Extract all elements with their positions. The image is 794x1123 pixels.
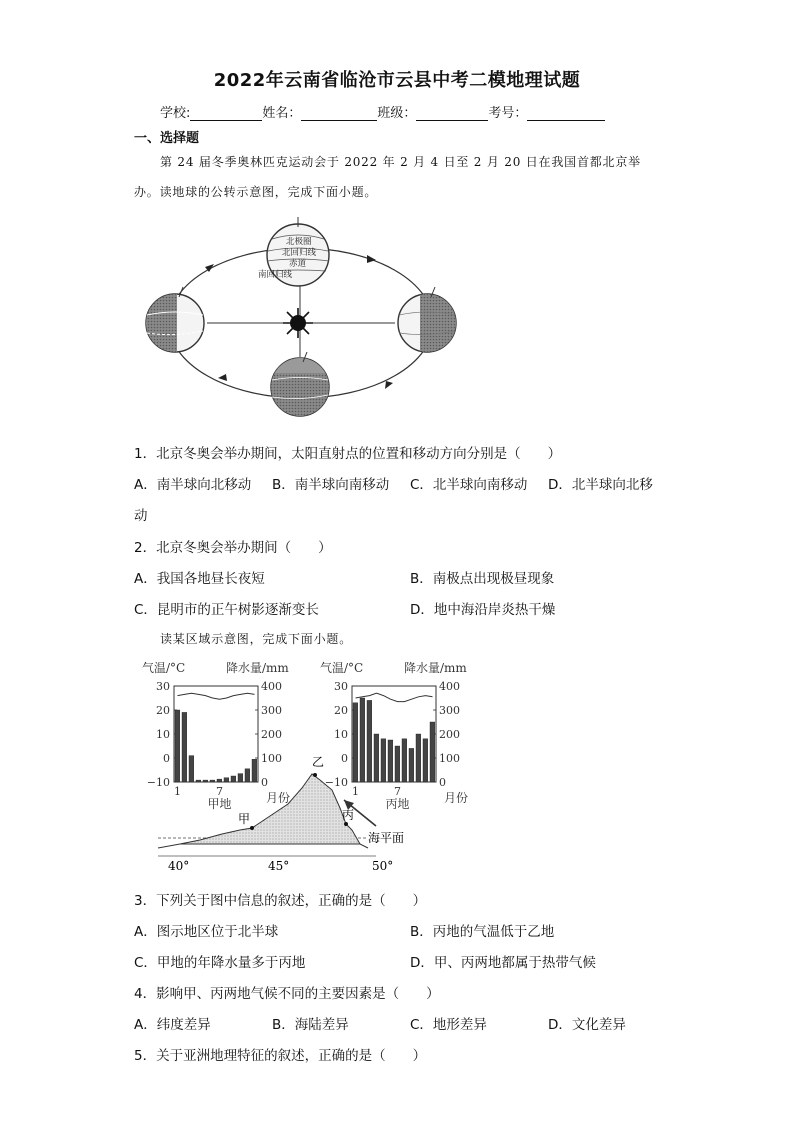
point-bing (344, 822, 348, 826)
temp-tick-label: 20 (156, 704, 170, 717)
equator-label: 赤道 (289, 259, 307, 269)
precip-tick-label: 300 (261, 704, 282, 717)
number-label: 考号： (488, 106, 528, 121)
q3-option-c[interactable]: C．甲地的年降水量多于丙地 (134, 955, 306, 971)
orbit-arrow-icon (218, 374, 227, 381)
label-yi: 乙 (312, 755, 325, 769)
earth-orbit-diagram (135, 215, 475, 420)
climate-chart-bing (320, 660, 468, 811)
q4-option-b[interactable]: B．海陆差异 (272, 1017, 349, 1033)
arctic-circle-label: 北极圈 (286, 237, 312, 247)
q4-option-d[interactable]: D．文化差异 (548, 1017, 626, 1033)
temp-tick-label: 0 (341, 752, 348, 765)
q1-option-b[interactable]: B．南半球向南移动 (272, 477, 390, 493)
sea-level-label: 海平面 (368, 831, 405, 845)
page-title: 2022年云南省临沧市云县中考二模地理试题 (213, 70, 581, 91)
label-jia: 甲 (238, 812, 251, 826)
precip-tick-label: 300 (439, 704, 460, 717)
orbit-arrow-icon (385, 381, 393, 389)
q3-option-d[interactable]: D．甲、丙两地都属于热带气候 (410, 955, 596, 971)
precip-bar (395, 746, 400, 782)
precip-tick-label: 200 (261, 728, 282, 741)
precip-bar (367, 700, 372, 782)
precip-bar (203, 780, 208, 782)
month-tick-label: 1 (174, 785, 181, 798)
temp-tick-label: 30 (334, 680, 348, 693)
q3-option-b[interactable]: B．丙地的气温低于乙地 (410, 924, 555, 940)
climate-profile-figure (140, 658, 496, 876)
number-blank[interactable] (527, 106, 605, 121)
temp-tick-label: 10 (334, 728, 348, 741)
precip-bar (423, 739, 428, 782)
precip-bar (360, 698, 365, 782)
temp-axis-title: 气温/°C (142, 661, 186, 675)
temp-axis-title: 气温/°C (320, 661, 364, 675)
precip-bar (402, 739, 407, 782)
intro1-line1: 第 24 届冬季奥林匹克运动会于 2022 年 2 月 4 日至 2 月 20 日在我国首都北京举 (160, 155, 641, 169)
precip-bar (430, 722, 435, 782)
precip-bar (210, 780, 215, 782)
location-name-label: 甲地 (207, 797, 232, 811)
precip-bar (416, 734, 421, 782)
q4-option-a[interactable]: A．纬度差异 (134, 1017, 211, 1033)
precip-axis-title: 降水量/mm (404, 661, 467, 675)
earth-right (398, 287, 460, 353)
earth-top (258, 217, 329, 286)
precip-bar (182, 712, 187, 782)
intro2: 读某区域示意图，完成下面小题。 (160, 632, 353, 646)
q2-option-c[interactable]: C．昆明市的正午树影逐渐变长 (134, 602, 319, 618)
precip-tick-label: 400 (261, 680, 282, 693)
precip-bar (388, 740, 393, 782)
climate-chart-jia (142, 660, 290, 811)
q1-option-d[interactable]: D．北半球向北移 (548, 477, 653, 493)
lon-50: 50° (372, 859, 394, 873)
q1-option-d-cont: 动 (134, 508, 148, 524)
precip-tick-label: 100 (261, 752, 282, 765)
name-blank[interactable] (301, 106, 377, 121)
month-axis-title: 月份 (444, 791, 469, 805)
precip-bar (381, 739, 386, 782)
orbit-arrow-icon (367, 255, 376, 263)
section-heading: 一、选择题 (134, 131, 200, 146)
precip-bar (374, 734, 379, 782)
precip-tick-label: 400 (439, 680, 460, 693)
month-tick-label: 7 (216, 785, 223, 798)
q5-stem: 5．关于亚洲地理特征的叙述，正确的是（ ） (134, 1048, 427, 1064)
precip-bar (189, 756, 194, 782)
precip-bar (353, 703, 358, 782)
q3-stem: 3．下列关于图中信息的叙述，正确的是（ ） (134, 893, 427, 909)
q2-option-b[interactable]: B．南极点出现极昼现象 (410, 571, 555, 587)
q4-stem: 4．影响甲、丙两地气候不同的主要因素是（ ） (134, 986, 440, 1002)
q1-option-a[interactable]: A．南半球向北移动 (134, 477, 252, 493)
temp-tick-label: 20 (334, 704, 348, 717)
lon-45: 45° (268, 859, 290, 873)
precip-bar (224, 778, 229, 782)
earth-bottom (271, 352, 331, 420)
earth-left (145, 287, 204, 353)
school-label: 学校: (160, 106, 191, 121)
precip-bar (409, 748, 414, 782)
precip-bar (196, 780, 201, 782)
student-info-line (160, 102, 605, 121)
temp-tick-label: 10 (156, 728, 170, 741)
lon-40: 40° (168, 859, 190, 873)
precip-bar (231, 776, 236, 782)
q2-option-a[interactable]: A．我国各地昼长夜短 (134, 571, 265, 587)
q1-stem: 1．北京冬奥会举办期间，太阳直射点的位置和移动方向分别是（ ） (134, 446, 562, 462)
tropic-s-label: 南回归线 (258, 270, 293, 280)
point-jia (250, 826, 254, 830)
q3-option-a[interactable]: A．图示地区位于北半球 (134, 924, 279, 940)
precip-tick-label: 0 (439, 776, 446, 789)
q1-option-c[interactable]: C．北半球向南移动 (410, 477, 528, 493)
month-tick-label: 1 (352, 785, 359, 798)
intro1-line2: 办。读地球的公转示意图，完成下面小题。 (134, 185, 378, 199)
label-bing: 丙 (342, 808, 355, 822)
q2-stem: 2．北京冬奥会举办期间（ ） (134, 540, 332, 556)
temp-tick-label: 0 (163, 752, 170, 765)
month-axis-title: 月份 (266, 791, 291, 805)
sun-icon (283, 308, 313, 338)
precip-bar (175, 710, 180, 782)
month-tick-label: 7 (394, 785, 401, 798)
school-blank[interactable] (190, 106, 262, 121)
precip-bar (252, 759, 257, 782)
q4-option-c[interactable]: C．地形差异 (410, 1017, 487, 1033)
precip-bar (245, 769, 250, 782)
temp-tick-label: 30 (156, 680, 170, 693)
precip-tick-label: 100 (439, 752, 460, 765)
class-label: 班级： (377, 106, 417, 121)
tropic-n-label: 北回归线 (282, 248, 317, 258)
precip-axis-title: 降水量/mm (226, 661, 289, 675)
point-yi (313, 773, 317, 777)
name-label: 姓名： (262, 106, 302, 121)
location-name-label: 丙地 (385, 797, 410, 811)
precip-tick-label: 200 (439, 728, 460, 741)
q2-option-d[interactable]: D．地中海沿岸炎热干燥 (410, 602, 556, 618)
temperature-line (178, 693, 255, 699)
temp-tick-label: −10 (324, 776, 348, 789)
precip-tick-label: 0 (261, 776, 268, 789)
precip-bar (238, 774, 243, 782)
temp-tick-label: −10 (146, 776, 170, 789)
precip-bar (217, 779, 222, 782)
class-blank[interactable] (416, 106, 488, 121)
